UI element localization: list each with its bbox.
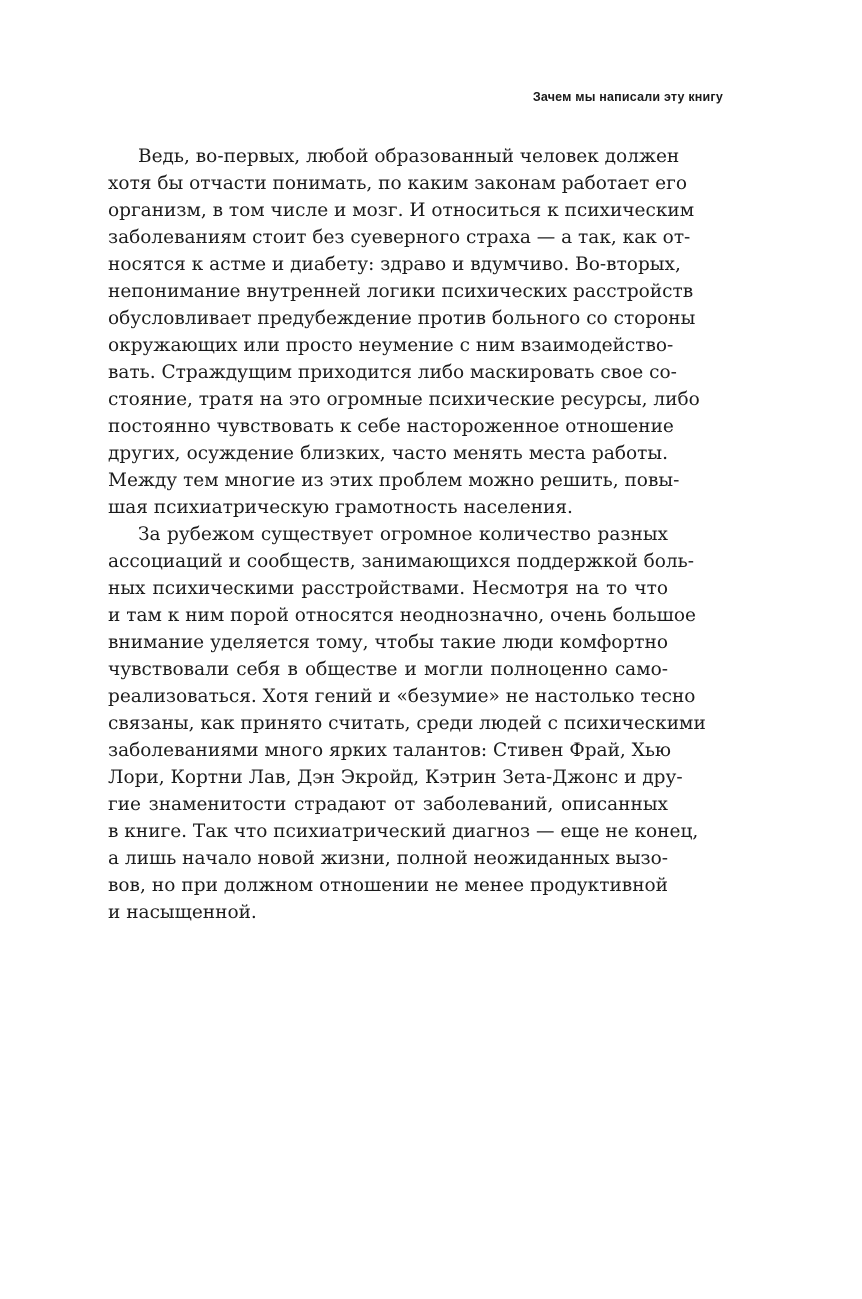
text-line: чувствовали себя в обществе и могли полноценно само- — [108, 659, 668, 680]
text-line: других, осуждение близких, часто менять места работы. — [108, 443, 668, 464]
text-line: хотя бы отчасти понимать, по каким законам работает его — [108, 173, 687, 194]
text-line: внимание уделяется тому, чтобы такие люди комфортно — [108, 632, 668, 653]
text-line: Лори, Кортни Лав, Дэн Экройд, Кэтрин Зета-Джонс и дру- — [108, 767, 683, 788]
text-line: окружающих или просто неумение с ним взаимодейство- — [108, 335, 674, 356]
text-line: гие знаменитости страдают от заболеваний, описанных — [108, 794, 668, 815]
text-line: заболеваниями много ярких талантов: Стивен Фрай, Хью — [108, 740, 672, 761]
text-line: заболеваниям стоит без суеверного страха — а так, как от- — [108, 227, 691, 248]
text-line: а лишь начало новой жизни, полной неожиданных вызо- — [108, 848, 669, 869]
text-line: обусловливает предубеждение против больного со стороны — [108, 308, 696, 329]
text-line: Ведь, во-первых, любой образованный человек должен — [138, 146, 680, 167]
paragraph-2 — [108, 521, 706, 926]
text-line: и насыщенной. — [108, 902, 257, 923]
text-line: носятся к астме и диабету: здраво и вдумчиво. Во-вторых, — [108, 254, 681, 275]
text-line: ассоциаций и сообществ, занимающихся поддержкой боль- — [108, 551, 694, 572]
text-line: Между тем многие из этих проблем можно решить, повы- — [108, 470, 680, 491]
body-text — [108, 143, 706, 926]
text-line: ных психическими расстройствами. Несмотря на то что — [108, 578, 668, 599]
text-line: шая психиатрическую грамотность населения. — [108, 497, 573, 518]
text-line: вов, но при должном отношении не менее продуктивной — [108, 875, 668, 896]
text-line: организм, в том числе и мозг. И относиться к психическим — [108, 200, 695, 221]
text-line: связаны, как принято считать, среди людей с психическими — [108, 713, 706, 734]
running-head: Зачем мы написали эту книгу — [532, 90, 723, 104]
text-line: За рубежом существует огромное количество разных — [138, 524, 668, 545]
text-line: в книге. Так что психиатрический диагноз — еще не конец, — [108, 821, 699, 842]
text-line: реализоваться. Хотя гений и «безумие» не настолько тесно — [108, 686, 696, 707]
text-line: стояние, тратя на это огромные психические ресурсы, либо — [108, 389, 700, 410]
text-line: вать. Страждущим приходится либо маскировать свое со- — [108, 362, 677, 383]
paragraph-1 — [108, 143, 700, 521]
text-line: постоянно чувствовать к себе настороженное отношение — [108, 416, 674, 437]
text-line: и там к ним порой относятся неоднозначно, очень большое — [108, 605, 696, 626]
text-line: непонимание внутренней логики психических расстройств — [108, 281, 694, 302]
